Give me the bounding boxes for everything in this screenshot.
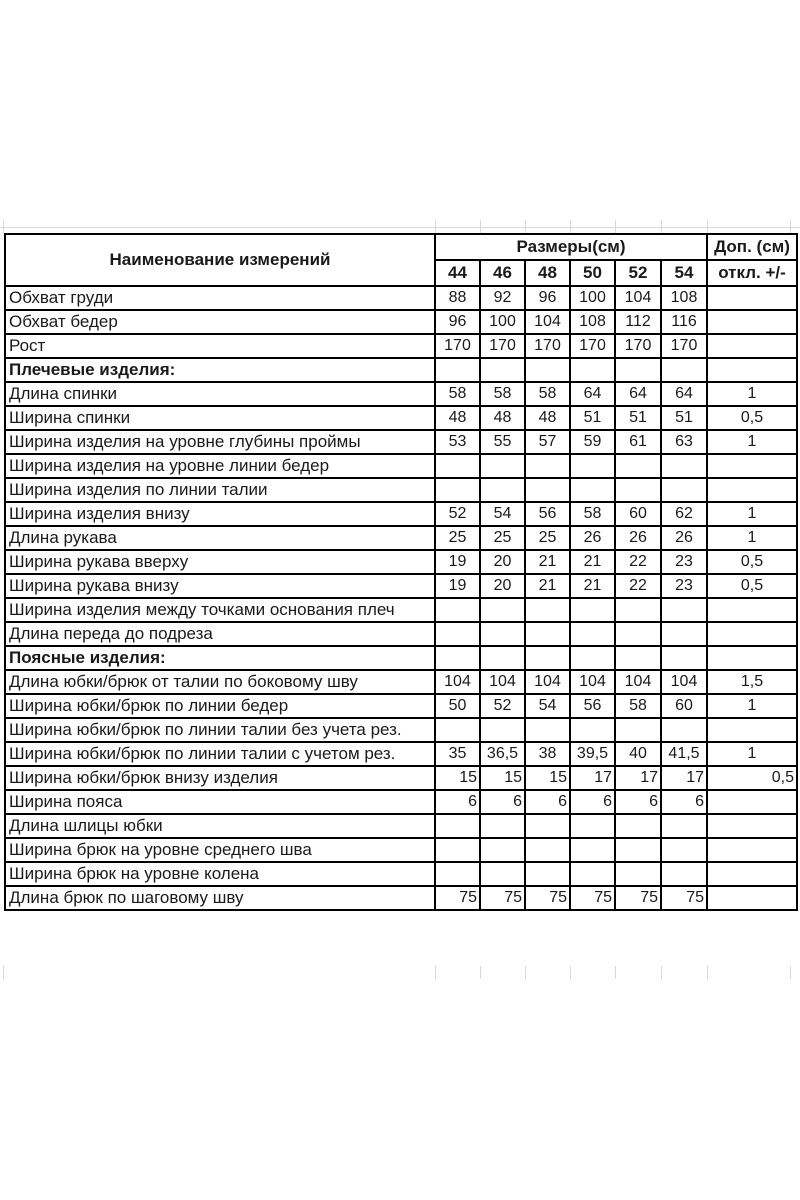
- value-cell: 17: [615, 766, 661, 790]
- value-cell: [570, 358, 615, 382]
- value-cell: 20: [480, 574, 525, 598]
- table-row: [5, 574, 797, 598]
- table-row: [5, 814, 797, 838]
- value-cell: 112: [615, 310, 661, 334]
- value-cell: 75: [570, 886, 615, 910]
- value-cell: 40: [615, 742, 661, 766]
- value-cell: 58: [615, 694, 661, 718]
- value-cell: 52: [480, 694, 525, 718]
- value-cell: [570, 862, 615, 886]
- value-cell: [661, 646, 707, 670]
- value-cell: [435, 862, 480, 886]
- value-cell: 170: [615, 334, 661, 358]
- value-cell: 58: [570, 502, 615, 526]
- value-cell: 25: [525, 526, 570, 550]
- value-cell: 58: [480, 382, 525, 406]
- value-cell: 56: [570, 694, 615, 718]
- row-name: Поясные изделия:: [5, 646, 435, 670]
- value-cell: 96: [435, 310, 480, 334]
- value-cell: [570, 598, 615, 622]
- value-cell: [525, 358, 570, 382]
- table-row: [5, 718, 797, 742]
- value-cell: 104: [615, 286, 661, 310]
- value-cell: [435, 838, 480, 862]
- value-cell: 41,5: [661, 742, 707, 766]
- table-row: [5, 406, 797, 430]
- gridline: [790, 966, 791, 979]
- row-name: Ширина юбки/брюк внизу изделия: [5, 766, 435, 790]
- row-name: Ширина изделия между точками основания плеч: [5, 598, 435, 622]
- value-cell: 26: [661, 526, 707, 550]
- value-cell: 23: [661, 550, 707, 574]
- gridline: [480, 220, 481, 233]
- deviation-cell: [707, 886, 797, 910]
- value-cell: [435, 454, 480, 478]
- value-cell: 21: [570, 574, 615, 598]
- value-cell: [480, 622, 525, 646]
- value-cell: 60: [615, 502, 661, 526]
- table-row: [5, 886, 797, 910]
- value-cell: 22: [615, 574, 661, 598]
- deviation-cell: 0,5: [707, 574, 797, 598]
- table-row: [5, 310, 797, 334]
- deviation-cell: 1: [707, 382, 797, 406]
- value-cell: 104: [525, 670, 570, 694]
- gridline: [570, 966, 571, 979]
- gridline: [435, 220, 436, 233]
- value-cell: [570, 718, 615, 742]
- size-header-48: 48: [525, 260, 570, 286]
- value-cell: 75: [525, 886, 570, 910]
- value-cell: [615, 838, 661, 862]
- value-cell: [661, 478, 707, 502]
- row-name: Длина рукава: [5, 526, 435, 550]
- value-cell: 6: [435, 790, 480, 814]
- gridline: [570, 220, 571, 233]
- value-cell: 50: [435, 694, 480, 718]
- value-cell: 26: [570, 526, 615, 550]
- column-header-measurements: Наименование измерений: [5, 234, 435, 286]
- table-row: [5, 454, 797, 478]
- table-row: [5, 742, 797, 766]
- value-cell: 52: [435, 502, 480, 526]
- value-cell: 170: [525, 334, 570, 358]
- value-cell: 15: [525, 766, 570, 790]
- gridline: [525, 220, 526, 233]
- deviation-cell: 1,5: [707, 670, 797, 694]
- table-row: [5, 478, 797, 502]
- value-cell: [570, 454, 615, 478]
- deviation-cell: [707, 838, 797, 862]
- value-cell: [480, 454, 525, 478]
- value-cell: 21: [525, 550, 570, 574]
- value-cell: [480, 838, 525, 862]
- value-cell: [480, 646, 525, 670]
- value-cell: 75: [661, 886, 707, 910]
- deviation-cell: [707, 358, 797, 382]
- gridline: [661, 220, 662, 233]
- value-cell: 17: [661, 766, 707, 790]
- value-cell: 170: [435, 334, 480, 358]
- deviation-cell: 1: [707, 526, 797, 550]
- table-row: [5, 526, 797, 550]
- value-cell: 59: [570, 430, 615, 454]
- value-cell: [525, 646, 570, 670]
- gridline: [480, 966, 481, 979]
- value-cell: 104: [615, 670, 661, 694]
- deviation-subheader: откл. +/-: [707, 260, 797, 286]
- deviation-cell: [707, 478, 797, 502]
- deviation-cell: [707, 862, 797, 886]
- value-cell: 26: [615, 526, 661, 550]
- deviation-cell: [707, 622, 797, 646]
- deviation-cell: 1: [707, 502, 797, 526]
- value-cell: 60: [661, 694, 707, 718]
- value-cell: 104: [570, 670, 615, 694]
- value-cell: 53: [435, 430, 480, 454]
- value-cell: 15: [435, 766, 480, 790]
- value-cell: 170: [570, 334, 615, 358]
- value-cell: 6: [661, 790, 707, 814]
- row-name: Ширина рукава внизу: [5, 574, 435, 598]
- value-cell: [615, 454, 661, 478]
- value-cell: 54: [525, 694, 570, 718]
- gridline: [615, 966, 616, 979]
- value-cell: [480, 814, 525, 838]
- row-name: Плечевые изделия:: [5, 358, 435, 382]
- row-name: Ширина брюк на уровне колена: [5, 862, 435, 886]
- header-row-groups: [5, 234, 797, 260]
- table-row: [5, 598, 797, 622]
- gridline: [3, 220, 4, 233]
- deviation-cell: [707, 814, 797, 838]
- value-cell: 104: [480, 670, 525, 694]
- value-cell: [570, 838, 615, 862]
- row-name: Обхват бедер: [5, 310, 435, 334]
- deviation-cell: 1: [707, 694, 797, 718]
- value-cell: 58: [525, 382, 570, 406]
- value-cell: 19: [435, 574, 480, 598]
- gridline: [525, 966, 526, 979]
- row-name: Длина спинки: [5, 382, 435, 406]
- row-name: Рост: [5, 334, 435, 358]
- value-cell: [615, 646, 661, 670]
- value-cell: 22: [615, 550, 661, 574]
- table-row: [5, 502, 797, 526]
- table-row: [5, 838, 797, 862]
- table-row: [5, 790, 797, 814]
- value-cell: 55: [480, 430, 525, 454]
- value-cell: 6: [570, 790, 615, 814]
- deviation-cell: [707, 646, 797, 670]
- value-cell: 35: [435, 742, 480, 766]
- row-name: Ширина изделия на уровне линии бедер: [5, 454, 435, 478]
- value-cell: [435, 478, 480, 502]
- size-chart-table: [4, 233, 798, 911]
- deviation-cell: [707, 454, 797, 478]
- value-cell: [570, 646, 615, 670]
- value-cell: 25: [480, 526, 525, 550]
- value-cell: 51: [615, 406, 661, 430]
- value-cell: [661, 862, 707, 886]
- value-cell: 108: [570, 310, 615, 334]
- deviation-cell: [707, 598, 797, 622]
- value-cell: 51: [570, 406, 615, 430]
- value-cell: 17: [570, 766, 615, 790]
- value-cell: 48: [480, 406, 525, 430]
- value-cell: 25: [435, 526, 480, 550]
- value-cell: 61: [615, 430, 661, 454]
- value-cell: 20: [480, 550, 525, 574]
- value-cell: 75: [435, 886, 480, 910]
- gridline: [707, 220, 708, 233]
- gridline: [790, 220, 791, 233]
- deviation-cell: [707, 310, 797, 334]
- section-row: [5, 358, 797, 382]
- table-row: [5, 766, 797, 790]
- gridline: [3, 966, 4, 979]
- value-cell: [661, 622, 707, 646]
- row-name: Ширина рукава вверху: [5, 550, 435, 574]
- value-cell: 19: [435, 550, 480, 574]
- row-name: Длина брюк по шаговому шву: [5, 886, 435, 910]
- value-cell: 15: [480, 766, 525, 790]
- value-cell: 48: [525, 406, 570, 430]
- value-cell: [570, 814, 615, 838]
- value-cell: [570, 478, 615, 502]
- value-cell: 56: [525, 502, 570, 526]
- value-cell: [480, 862, 525, 886]
- value-cell: [615, 814, 661, 838]
- value-cell: 39,5: [570, 742, 615, 766]
- value-cell: [615, 718, 661, 742]
- deviation-cell: 1: [707, 430, 797, 454]
- value-cell: [615, 358, 661, 382]
- row-name: Ширина брюк на уровне среднего шва: [5, 838, 435, 862]
- value-cell: [435, 814, 480, 838]
- gridline: [707, 966, 708, 979]
- table-row: [5, 622, 797, 646]
- value-cell: [615, 478, 661, 502]
- table-body: [5, 286, 797, 910]
- deviation-cell: [707, 790, 797, 814]
- row-name: Ширина спинки: [5, 406, 435, 430]
- value-cell: 58: [435, 382, 480, 406]
- value-cell: 100: [480, 310, 525, 334]
- value-cell: 104: [525, 310, 570, 334]
- row-name: Длина юбки/брюк от талии по боковому шву: [5, 670, 435, 694]
- value-cell: [525, 622, 570, 646]
- value-cell: [525, 454, 570, 478]
- value-cell: 64: [615, 382, 661, 406]
- value-cell: 36,5: [480, 742, 525, 766]
- row-name: Длина переда до подреза: [5, 622, 435, 646]
- value-cell: 6: [480, 790, 525, 814]
- gridline: [435, 966, 436, 979]
- gridline: [0, 227, 800, 228]
- deviation-cell: 0,5: [707, 550, 797, 574]
- value-cell: 6: [525, 790, 570, 814]
- deviation-cell: 1: [707, 742, 797, 766]
- row-name: Ширина юбки/брюк по линии талии с учетом рез.: [5, 742, 435, 766]
- value-cell: 88: [435, 286, 480, 310]
- value-cell: 23: [661, 574, 707, 598]
- value-cell: [480, 718, 525, 742]
- value-cell: 62: [661, 502, 707, 526]
- size-header-54: 54: [661, 260, 707, 286]
- table-row: [5, 286, 797, 310]
- value-cell: 54: [480, 502, 525, 526]
- column-header-sizes-group: Размеры(см): [435, 234, 707, 260]
- value-cell: 6: [615, 790, 661, 814]
- value-cell: [525, 862, 570, 886]
- column-header-deviation: Доп. (см): [707, 234, 797, 260]
- value-cell: 63: [661, 430, 707, 454]
- value-cell: [661, 598, 707, 622]
- value-cell: 116: [661, 310, 707, 334]
- value-cell: [525, 838, 570, 862]
- value-cell: [480, 478, 525, 502]
- value-cell: [661, 838, 707, 862]
- value-cell: [435, 718, 480, 742]
- deviation-cell: 0,5: [707, 406, 797, 430]
- table-row: [5, 670, 797, 694]
- value-cell: [570, 622, 615, 646]
- value-cell: 21: [525, 574, 570, 598]
- deviation-cell: [707, 286, 797, 310]
- value-cell: [525, 598, 570, 622]
- gridline: [615, 220, 616, 233]
- value-cell: 92: [480, 286, 525, 310]
- value-cell: 21: [570, 550, 615, 574]
- value-cell: [480, 358, 525, 382]
- value-cell: 104: [435, 670, 480, 694]
- table-row: [5, 430, 797, 454]
- value-cell: 75: [615, 886, 661, 910]
- value-cell: [525, 814, 570, 838]
- gridline: [661, 966, 662, 979]
- table-row: [5, 382, 797, 406]
- value-cell: 75: [480, 886, 525, 910]
- deviation-cell: [707, 718, 797, 742]
- value-cell: [661, 358, 707, 382]
- size-header-52: 52: [615, 260, 661, 286]
- value-cell: 57: [525, 430, 570, 454]
- value-cell: [661, 454, 707, 478]
- value-cell: 108: [661, 286, 707, 310]
- value-cell: [615, 862, 661, 886]
- value-cell: 51: [661, 406, 707, 430]
- size-header-46: 46: [480, 260, 525, 286]
- value-cell: 104: [661, 670, 707, 694]
- value-cell: [435, 622, 480, 646]
- value-cell: 96: [525, 286, 570, 310]
- deviation-cell: [707, 334, 797, 358]
- row-name: Ширина пояса: [5, 790, 435, 814]
- row-name: Длина шлицы юбки: [5, 814, 435, 838]
- row-name: Обхват груди: [5, 286, 435, 310]
- value-cell: 170: [661, 334, 707, 358]
- row-name: Ширина юбки/брюк по линии талии без учета рез.: [5, 718, 435, 742]
- value-cell: [525, 478, 570, 502]
- value-cell: 100: [570, 286, 615, 310]
- table-row: [5, 334, 797, 358]
- value-cell: [661, 814, 707, 838]
- value-cell: 38: [525, 742, 570, 766]
- value-cell: 64: [570, 382, 615, 406]
- size-header-50: 50: [570, 260, 615, 286]
- section-row: [5, 646, 797, 670]
- row-name: Ширина изделия на уровне глубины проймы: [5, 430, 435, 454]
- value-cell: [435, 358, 480, 382]
- value-cell: [435, 598, 480, 622]
- deviation-cell: 0,5: [707, 766, 797, 790]
- size-header-44: 44: [435, 260, 480, 286]
- table-row: [5, 862, 797, 886]
- value-cell: [615, 598, 661, 622]
- row-name: Ширина юбки/брюк по линии бедер: [5, 694, 435, 718]
- value-cell: 64: [661, 382, 707, 406]
- row-name: Ширина изделия внизу: [5, 502, 435, 526]
- row-name: Ширина изделия по линии талии: [5, 478, 435, 502]
- table-row: [5, 550, 797, 574]
- value-cell: 48: [435, 406, 480, 430]
- value-cell: [435, 646, 480, 670]
- value-cell: 170: [480, 334, 525, 358]
- value-cell: [615, 622, 661, 646]
- table-row: [5, 694, 797, 718]
- value-cell: [661, 718, 707, 742]
- value-cell: [525, 718, 570, 742]
- value-cell: [480, 598, 525, 622]
